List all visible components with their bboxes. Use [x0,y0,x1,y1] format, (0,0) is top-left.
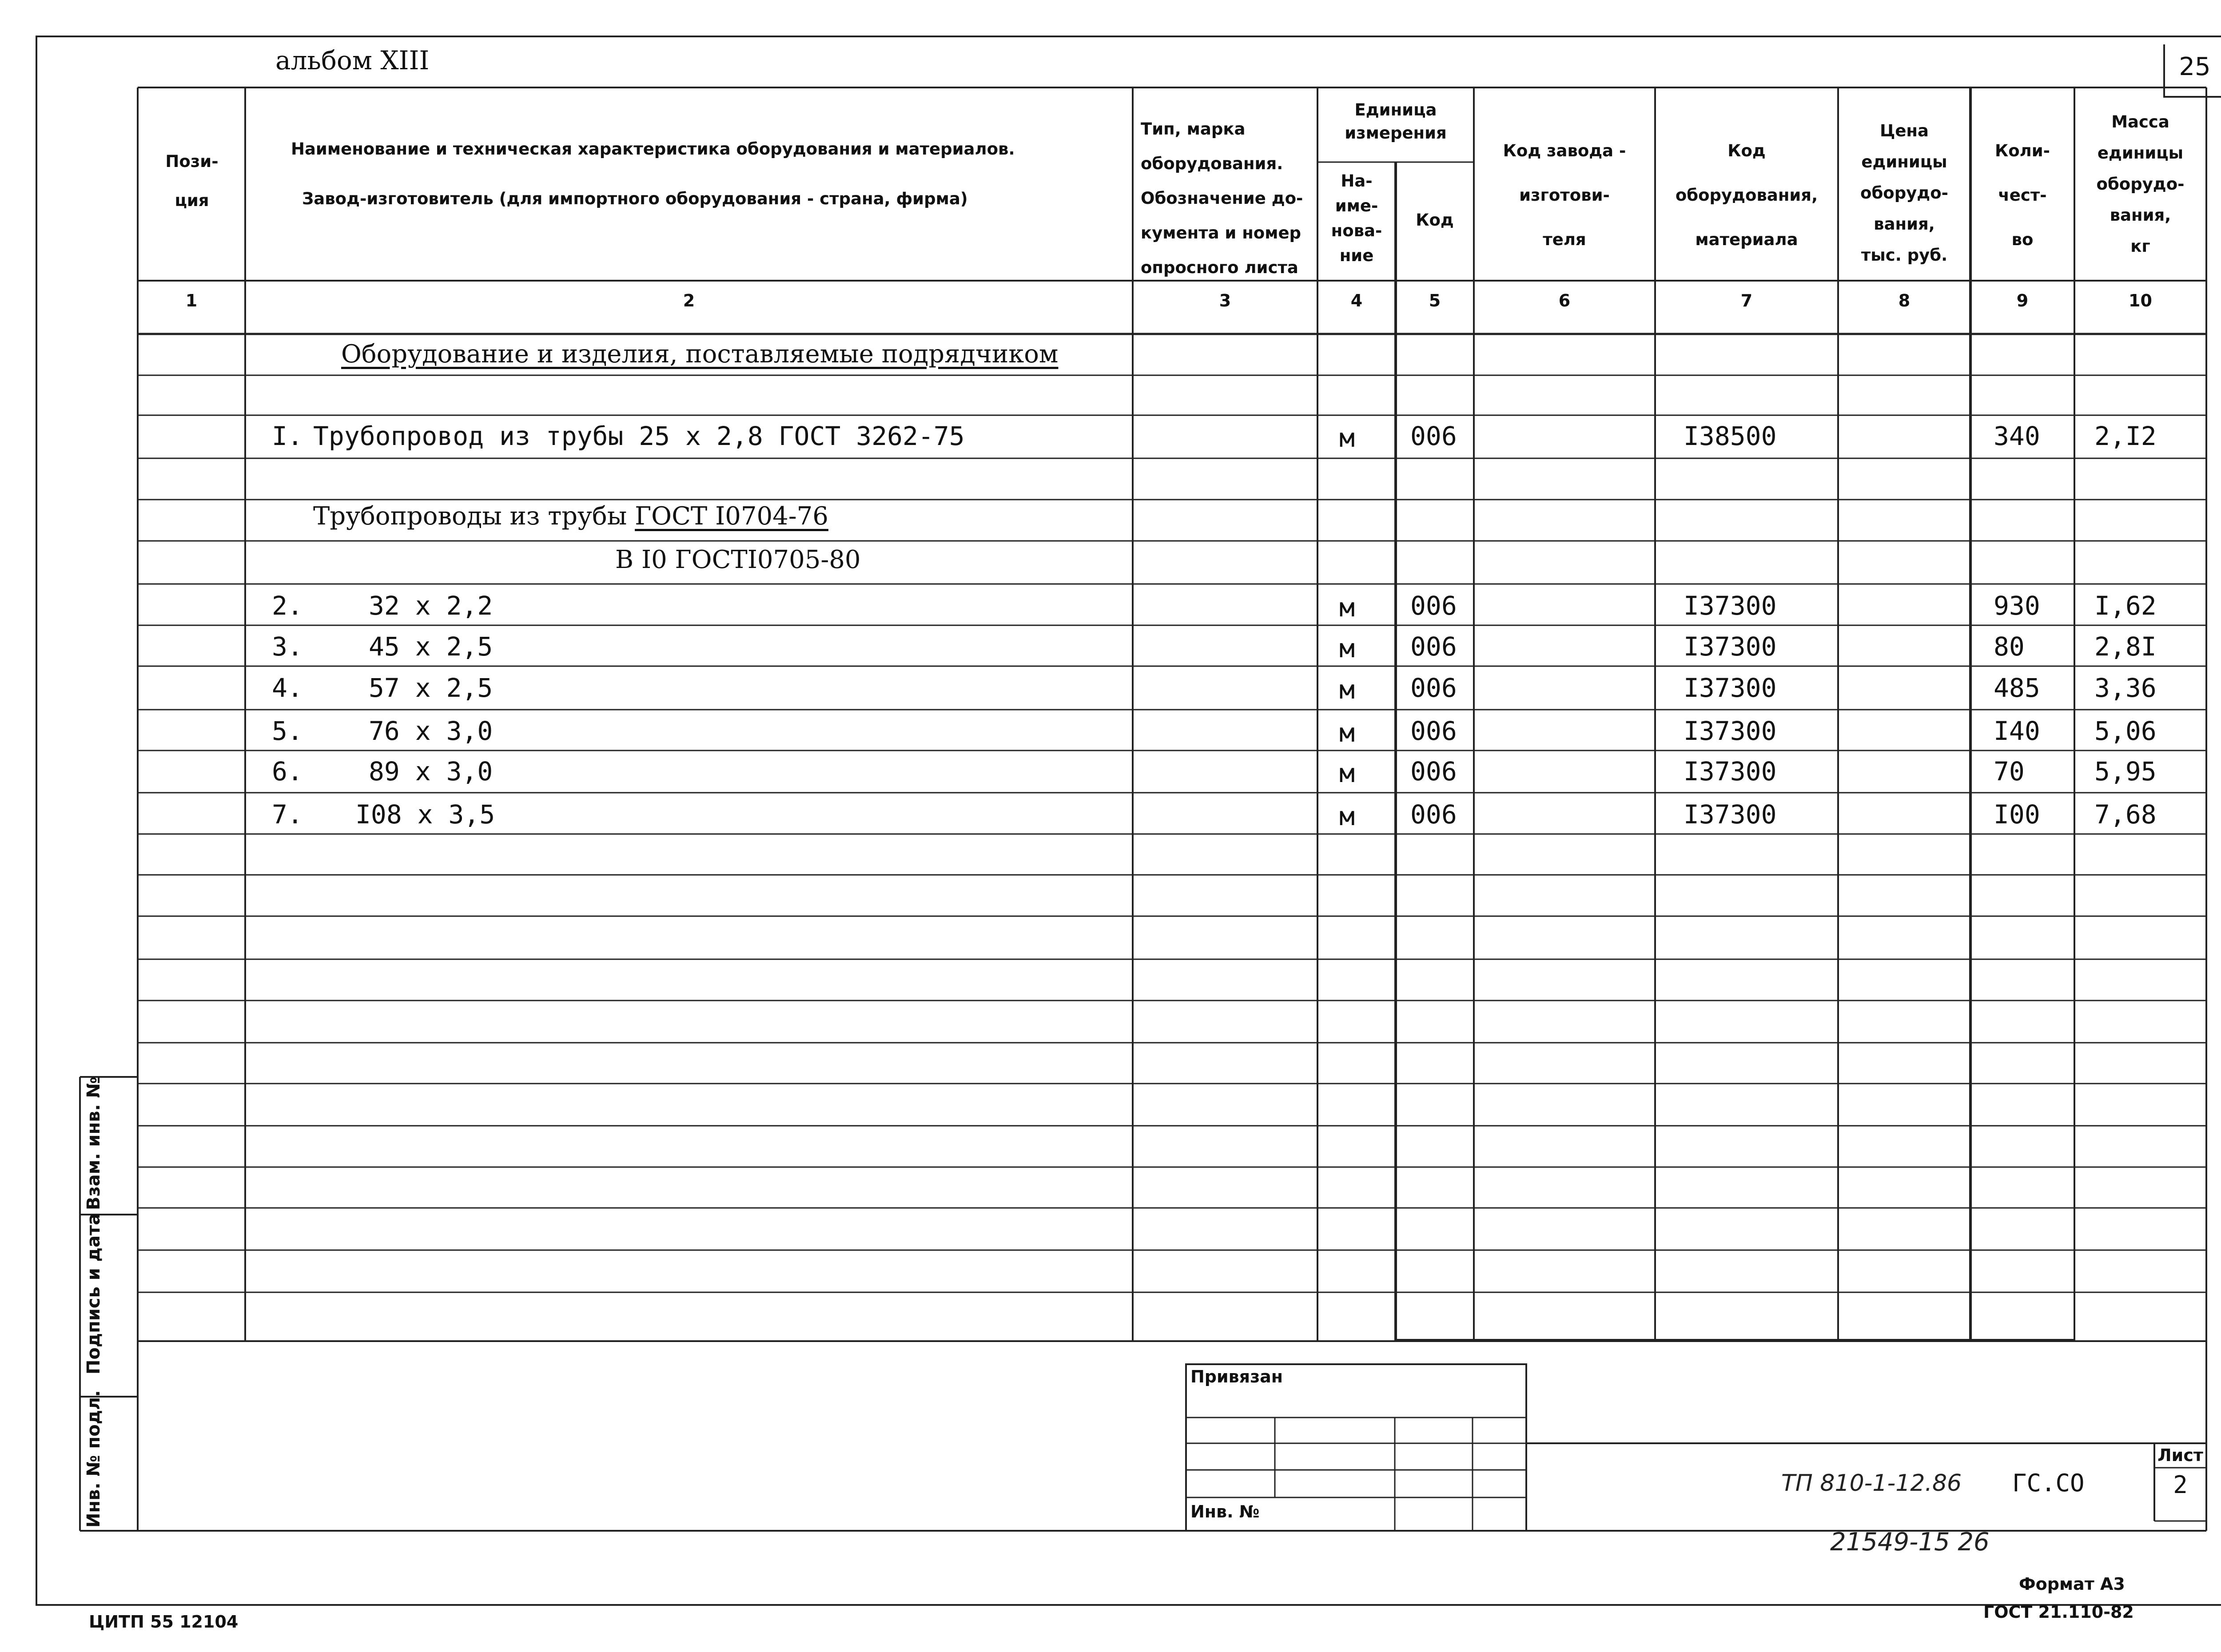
row-unit: м [1339,633,1355,663]
row-position: 3. [272,631,303,662]
column-number-2: 2 [683,291,695,310]
column-number-5: 5 [1429,291,1441,310]
column-number-1: 1 [185,291,198,310]
row-name: 76 х 3,0 [369,716,493,746]
header-factory-code: Код завода - изготови- теля [1503,141,1626,249]
row-quantity: 930 [1994,591,2040,621]
row-unit: м [1339,675,1355,705]
side-label-original-inventory: Инв. № подл. [84,1390,104,1528]
row-material-code: I37300 [1684,756,1777,786]
header-type: Тип, марка оборудования. Обозначение до- кумента и номер опросного листа [1141,119,1303,277]
row-material-code: I37300 [1684,673,1777,703]
row-position: I. [272,421,303,451]
row-name: 57 х 2,5 [369,673,493,703]
row-unit: м [1339,758,1355,788]
column-number-3: 3 [1219,291,1231,310]
row-material-code: I37300 [1684,799,1777,830]
side-label-replacement-inventory: Взам. инв. № [84,1076,104,1210]
row-material-code: I37300 [1684,631,1777,662]
row-mass: 2,8I [2094,631,2157,662]
section-title: Оборудование и изделия, поставляемые подрядчиком [341,340,1059,369]
sheet-value: 2 [2173,1471,2188,1499]
row-unit-code: 006 [1410,631,1457,662]
row-position: 5. [272,716,303,746]
row-unit-code: 006 [1410,421,1457,451]
row-unit: м [1339,592,1355,623]
group-title [313,502,828,531]
row-unit-code: 006 [1410,799,1457,830]
row-name: 32 х 2,2 [369,591,493,621]
format-label: Формат А3 [2019,1574,2125,1594]
row-mass: 7,68 [2094,799,2157,830]
row-position: 6. [272,756,303,786]
group-title-standard: ГОСТ I0704-76 [635,502,828,531]
side-label-signature-date: Подпись и дата [84,1213,104,1374]
header-quantity: Коли- чест- во [1994,141,2050,249]
row-quantity: 340 [1994,421,2040,451]
group-title-prefix: Трубопроводы из трубы [313,502,635,531]
header-mass: Масса единицы оборудо- вания, кг [2096,112,2185,256]
group-subtitle: В I0 ГОСТI0705-80 [615,545,861,574]
row-position: 2. [272,591,303,621]
row-quantity: 80 [1994,631,2025,662]
header-position: Пози- ция [165,152,219,210]
row-unit: м [1339,423,1355,453]
document-code: ТП 810-1-12.86 [1781,1470,1962,1497]
row-name: 45 х 2,5 [369,631,493,662]
row-material-code: I38500 [1684,421,1777,451]
row-quantity: I40 [1994,716,2040,746]
header-unit-code: Код [1416,210,1454,230]
row-mass: 5,95 [2094,756,2157,786]
row-quantity: 485 [1994,673,2040,703]
row-name: I08 х 3,5 [355,799,495,830]
row-quantity: I00 [1994,799,2040,830]
row-unit-code: 006 [1410,756,1457,786]
gost-label: ГОСТ 21.110-82 [1983,1602,2134,1622]
row-unit: м [1339,801,1355,831]
row-unit: м [1339,718,1355,748]
column-number-10: 10 [2129,291,2152,310]
row-mass: I,62 [2094,591,2157,621]
row-position: 7. [272,799,303,830]
header-material-code: Код оборудования, материала [1675,141,1818,249]
column-number-4: 4 [1350,291,1363,310]
row-name: Трубопровод из трубы 25 х 2,8 ГОСТ 3262-75 [313,421,965,451]
header-name-line2: Завод-изготовитель (для импортного оборудования - страна, фирма) [302,189,968,208]
row-unit-code: 006 [1410,591,1457,621]
header-price: Цена единицы оборудо- вания, тыс. руб. [1860,121,1948,265]
column-number-9: 9 [2016,291,2029,310]
page-number: 25 [2179,52,2211,81]
row-mass: 3,36 [2094,673,2157,703]
row-mass: 5,06 [2094,716,2157,746]
row-unit-code: 006 [1410,673,1457,703]
row-unit-code: 006 [1410,716,1457,746]
row-material-code: I37300 [1684,716,1777,746]
column-number-8: 8 [1898,291,1911,310]
row-quantity: 70 [1994,756,2025,786]
album-label: альбом XIII [275,45,430,75]
column-number-7: 7 [1740,291,1753,310]
document-mark: ГС.СО [2012,1469,2085,1497]
row-position: 4. [272,673,303,703]
row-mass: 2,I2 [2094,421,2157,451]
row-name: 89 х 3,0 [369,756,493,786]
row-material-code: I37300 [1684,591,1777,621]
sheet-label: Лист [2157,1446,2203,1465]
header-unit-name: На- име- нова- ние [1331,171,1382,265]
archive-number: 21549-15 26 [1830,1528,1990,1557]
header-unit-group: Единица измерения [1345,100,1447,143]
header-name-line1: Наименование и техническая характеристика оборудования и материалов. [291,139,1015,159]
column-number-6: 6 [1558,291,1571,310]
inventory-number-label: Инв. № [1190,1502,1260,1521]
citp-label: ЦИТП 55 12104 [89,1612,239,1632]
privyazan-label: Привязан [1190,1367,1283,1386]
